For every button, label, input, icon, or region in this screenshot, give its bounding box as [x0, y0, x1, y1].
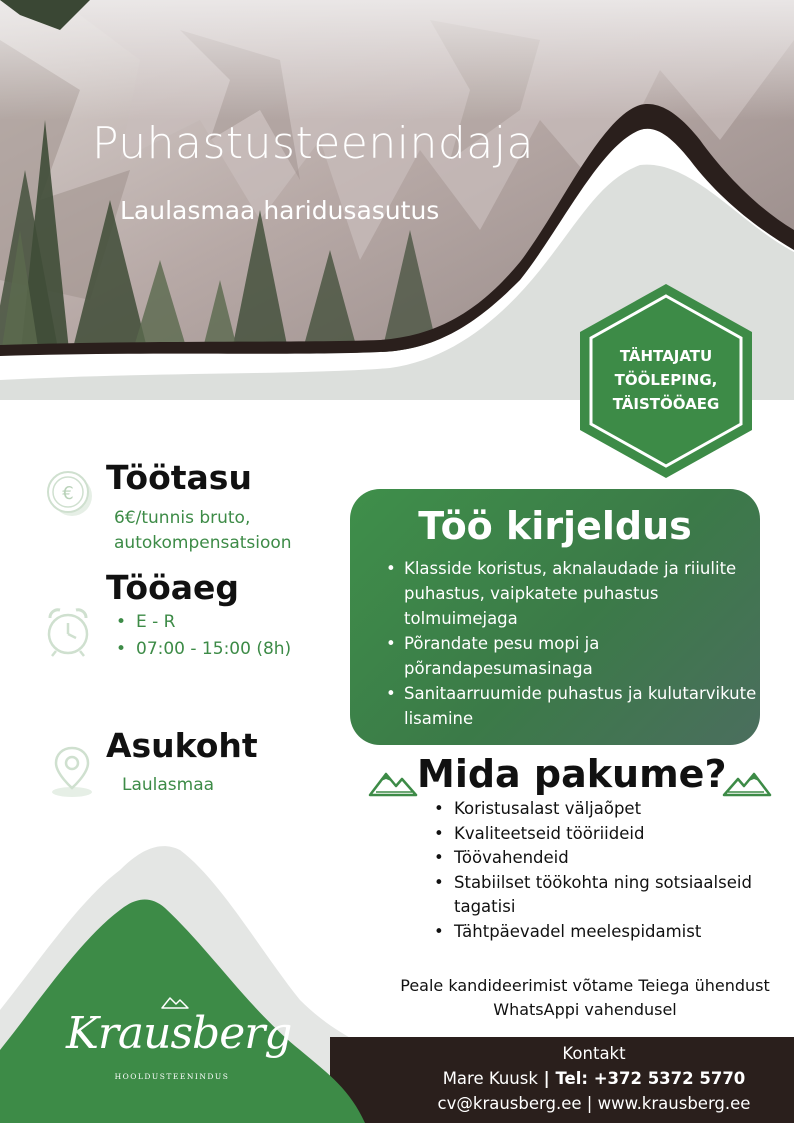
location-value: Laulasmaa [122, 775, 215, 795]
offers-item: • Stabiilset töökohta ning sotsiaalseid tagatisi [432, 871, 772, 920]
offers-item: • Koristusalast väljaõpet [432, 797, 772, 822]
contact-email[interactable]: cv@krausberg.ee [437, 1094, 582, 1113]
contact-web-line [432, 1091, 756, 1116]
worktime-item: • E - R [116, 609, 291, 636]
job-description-item: • Klasside koristus, aknalaudade ja riiulite puhastus, vaipkatete puhastus tolmuimejaga [384, 556, 758, 631]
worktime-title: Tööaeg [106, 568, 240, 607]
contract-type-text [590, 344, 742, 416]
euro-coin-icon [44, 468, 96, 520]
svg-text:€: € [62, 483, 74, 504]
job-description-item: • Põrandate pesu mopi ja põrandapesumasinaga [384, 631, 758, 681]
krausberg-logo-wordmark: Krausberg [66, 1008, 292, 1059]
alarm-clock-icon [42, 604, 94, 658]
job-title: Puhastusteenindaja [92, 118, 534, 169]
salary-line: 6€/tunnis bruto, [114, 508, 251, 528]
contact-phone[interactable]: Tel: +372 5372 5770 [555, 1069, 746, 1088]
offers-item: • Tähtpäevadel meelespidamist [432, 920, 772, 945]
note-line: WhatsAppi vahendusel [493, 1000, 677, 1019]
mountain-icon [368, 768, 418, 798]
contact-name: Mare Kuusk [442, 1069, 538, 1088]
location-title: Asukoht [106, 726, 258, 765]
offers-item: • Kvaliteetseid tööriideid [432, 822, 772, 847]
salary-value [114, 506, 292, 556]
worktime-item: • 07:00 - 15:00 (8h) [116, 636, 291, 663]
job-description-list [384, 556, 758, 731]
badge-line: TÄHTAJATU [619, 347, 713, 365]
badge-line: TÄISTÖÖAEG [612, 395, 720, 413]
map-pin-icon [50, 744, 94, 798]
worktime-list [116, 609, 291, 663]
offers-item: • Töövahendeid [432, 846, 772, 871]
contact-heading: Kontakt [562, 1044, 626, 1063]
job-subtitle: Laulasmaa haridusasutus [120, 196, 440, 225]
job-description-item: • Sanitaarruumide puhastus ja kulutarvikute lisamine [384, 681, 758, 731]
badge-line: TÖÖLEPING, [614, 371, 718, 389]
mountain-icon [722, 768, 772, 798]
job-description-title: Töö kirjeldus [418, 504, 692, 548]
salary-line: autokompensatsioon [114, 533, 292, 553]
offers-title: Mida pakume? [417, 752, 727, 796]
note-line: Peale kandideerimist võtame Teiega ühendust [400, 976, 770, 995]
contact-block [432, 1041, 756, 1116]
contact-person-line [432, 1066, 756, 1091]
salary-title: Töötasu [106, 458, 252, 497]
contact-separator: | [537, 1069, 556, 1088]
krausberg-logo-tagline: HOOLDUSTEENINDUS [114, 1072, 230, 1081]
contact-separator: | [581, 1094, 598, 1113]
contact-website[interactable]: www.krausberg.ee [597, 1094, 751, 1113]
